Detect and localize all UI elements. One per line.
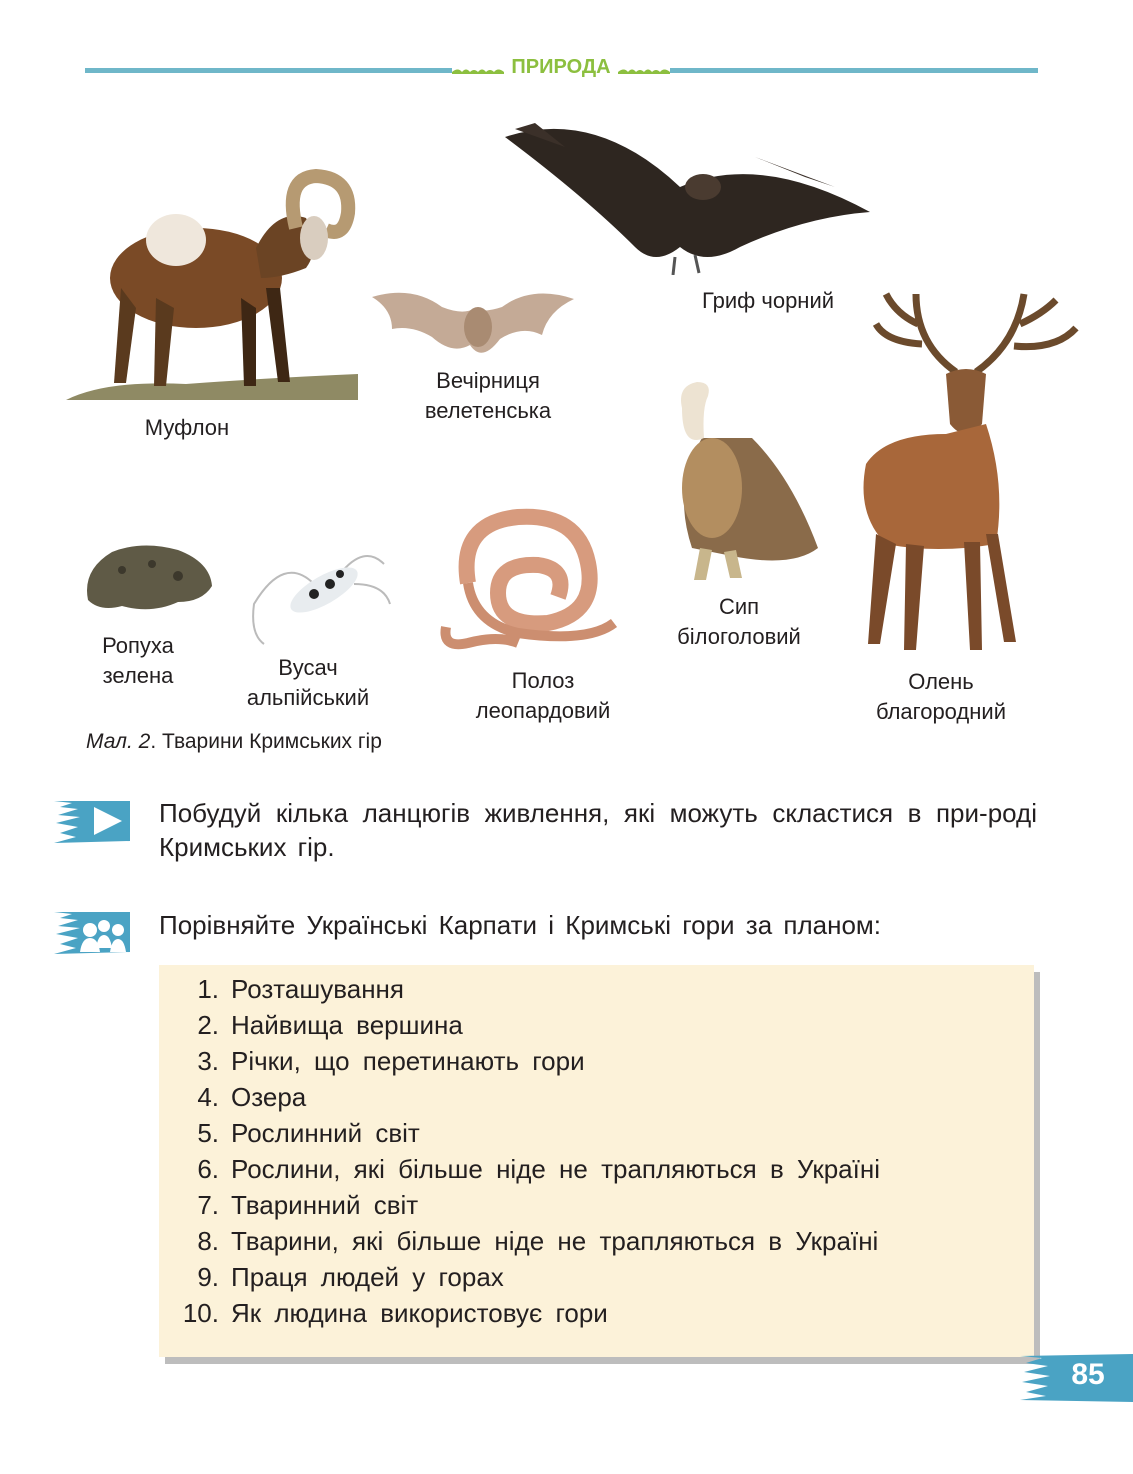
beetle-image <box>244 544 392 656</box>
mouflon-image <box>66 168 358 400</box>
snake-image <box>438 503 620 653</box>
leaf-ornament-icon <box>618 67 670 75</box>
red-deer-image <box>846 284 1084 660</box>
label-red-deer: Олень благородний <box>875 669 1006 724</box>
page-number-tab <box>1018 1352 1133 1404</box>
bat-image <box>372 285 574 365</box>
plan-box: 1. Розташування 2. Найвища вершина 3. Річки, що перетинають гори 4. Озера 5. Рослинний світ 6. Рослини, які більше ніде не трапляються в Україні 7. Тваринний світ 8. Тварини, які більше ніде не трапляються в Україні 9. Праця людей у горах 10. Як людина використовує гори <box>159 965 1034 1357</box>
header <box>452 55 670 85</box>
section-title: ПРИРОДА <box>511 56 611 78</box>
label-mouflon: Муфлон <box>144 415 230 440</box>
label-black-vulture: Гриф чорний <box>701 288 835 313</box>
task-food-chains: Побудуй кілька ланцюгів живлення, які можуть скластися в при-роді Кримських гір. <box>159 798 1037 862</box>
page-number: 85 <box>1071 1358 1105 1391</box>
griffon-vulture-image <box>642 378 820 580</box>
figure-caption: Мал. 2. Тварини Кримських гір <box>86 730 382 753</box>
task-compare: Порівняйте Українські Карпати і Кримські гори за планом: <box>159 910 882 940</box>
play-icon <box>50 797 132 845</box>
toad-image <box>82 540 214 614</box>
group-icon <box>50 908 132 956</box>
label-griffon-vulture: Сип білоголовий <box>677 594 801 649</box>
label-bat: Вечірниця велетенська <box>424 368 552 423</box>
label-snake: Полоз леопардовий <box>475 668 611 723</box>
label-toad: Ропуха зелена <box>102 633 174 688</box>
label-beetle: Вусач альпійський <box>246 655 370 710</box>
black-vulture-image <box>505 117 870 275</box>
